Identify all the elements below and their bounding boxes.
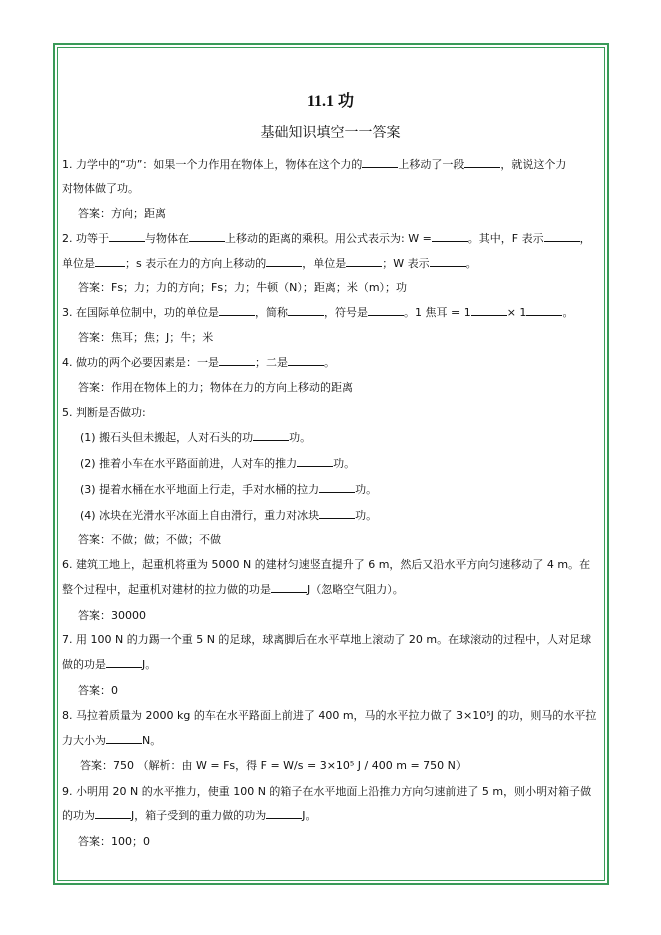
question-3: 3. 在国际单位制中，功的单位是 ，简称 ，符号是 。1 焦耳 = 1 × 1 。 <box>62 306 574 319</box>
question-1-line-2: 对物体做了功。 <box>62 182 139 195</box>
answer-blank <box>464 158 500 168</box>
answer-blank <box>189 232 225 242</box>
question-5: 5. 判断是否做功: <box>62 406 146 419</box>
answer-blank <box>430 257 466 267</box>
answer-3: 答案：焦耳；焦；J；牛；米 <box>78 331 214 344</box>
answer-blank <box>95 257 125 267</box>
question-5-item-2: (2) 推着小车在水平路面前进，人对车的推力 功。 <box>80 457 356 470</box>
answer-blank <box>95 809 131 819</box>
answer-5: 答案：不做；做；不做；不做 <box>78 533 221 546</box>
answer-blank <box>219 356 255 366</box>
question-9-line-1: 9. 小明用 20 N 的水平推力，使重 100 N 的箱子在水平地面上沿推力方向匀速前进了 5 m，则小明对箱子做 <box>62 785 592 798</box>
answer-blank <box>432 232 468 242</box>
answer-blank <box>368 306 404 316</box>
answer-blank <box>362 158 398 168</box>
answer-2: 答案：Fs；力；力的方向；Fs；力；牛顿（N）；距离；米（m）；功 <box>78 281 408 294</box>
page-title: 11.1 功 <box>306 93 355 110</box>
answer-blank <box>219 306 255 316</box>
question-9-line-2: 的功为 J，箱子受到的重力做的功为 J。 <box>62 809 317 822</box>
question-2-line-1: 2. 功等于 与物体在 上移动的距离的乘积。用公式表示为: W = 。其中，F 表示 ， <box>62 232 591 245</box>
answer-blank <box>319 483 355 493</box>
question-8-line-2: 力大小为 N。 <box>62 734 162 747</box>
question-2-line-2: 单位是 ；s 表示在力的方向上移动的 ，单位是 ；W 表示 。 <box>62 257 477 270</box>
answer-blank <box>471 306 507 316</box>
question-7-line-2: 做的功是 J。 <box>62 658 157 671</box>
answer-blank <box>271 583 307 593</box>
question-4: 4. 做功的两个必要因素是：一是 ；二是 。 <box>62 356 335 369</box>
answer-blank <box>266 809 302 819</box>
answer-8: 答案：750 （解析：由 W = Fs，得 F = W/s = 3×10⁵ J / 400 m = 750 N） <box>80 759 467 772</box>
answer-6: 答案：30000 <box>78 609 146 622</box>
answer-blank <box>266 257 302 267</box>
answer-blank <box>297 457 333 467</box>
answer-blank <box>109 232 145 242</box>
answer-blank <box>253 431 289 441</box>
answer-blank <box>288 306 324 316</box>
question-8-line-1: 8. 马拉着质量为 2000 kg 的车在水平路面上前进了 400 m，马的水平拉力做了 3×10⁵J 的功，则马的水平拉 <box>62 709 597 722</box>
answer-9: 答案：100；0 <box>78 835 150 848</box>
question-5-item-3: (3) 提着水桶在水平地面上行走，手对水桶的拉力 功。 <box>80 483 378 496</box>
answer-blank <box>346 257 382 267</box>
question-5-item-4: (4) 冰块在光滑水平冰面上自由滑行，重力对冰块 功。 <box>80 509 378 522</box>
question-5-item-1: (1) 搬石头但未搬起，人对石头的功 功。 <box>80 431 312 444</box>
answer-1: 答案：方向；距离 <box>78 207 166 220</box>
question-6-line-2: 整个过程中，起重机对建材的拉力做的功是 J（忽略空气阻力）。 <box>62 583 404 596</box>
answer-blank <box>544 232 580 242</box>
answer-4: 答案：作用在物体上的力；物体在力的方向上移动的距离 <box>78 381 353 394</box>
answer-blank <box>106 658 142 668</box>
answer-blank <box>526 306 562 316</box>
answer-blank <box>288 356 324 366</box>
question-1-line-1: 1. 力学中的“功”：如果一个力作用在物体上，物体在这个力的 上移动了一段 ，就说这个力 <box>62 158 567 171</box>
page-subtitle: 基础知识填空一一答案 <box>260 125 401 141</box>
answer-7: 答案：0 <box>78 684 118 697</box>
answer-blank <box>319 509 355 519</box>
answer-blank <box>106 734 142 744</box>
question-7-line-1: 7. 用 100 N 的力踢一个重 5 N 的足球，球离脚后在水平草地上滚动了 20 m。在球滚动的过程中，人对足球 <box>62 633 592 646</box>
question-6-line-1: 6. 建筑工地上，起重机将重为 5000 N 的建材匀速竖直提升了 6 m，然后又沿水平方向匀速移动了 4 m。在 <box>62 558 591 571</box>
